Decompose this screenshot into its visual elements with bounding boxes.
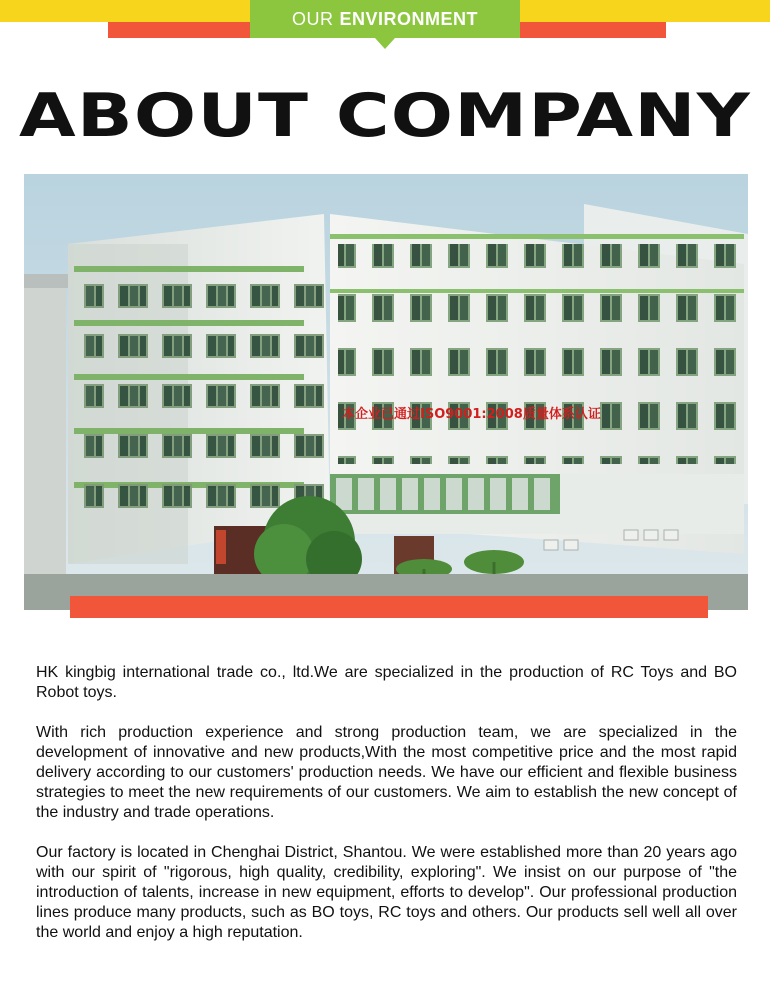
section-tag-arrow-icon: [375, 38, 395, 49]
paragraph-production: With rich production experience and strong production team, we are specialized in the development of innovative and new products,With the most competitive price and the most rapid delivery according to our customers' production needs. We have our efficient and flexible business strategies to meet the new requirements of our customers. We aim to establish the new concept of the industry and trade operations.: [36, 724, 737, 821]
banner-stripe-red-right: [520, 22, 770, 38]
paragraph-intro: HK kingbig international trade co., ltd.We are specialized in the production of RC Toys and BO Robot toys.: [36, 664, 737, 701]
header-banner: [0, 0, 770, 60]
section-tag-prefix: OUR: [291, 8, 334, 29]
section-tag-label: ENVIRONMENT: [339, 8, 478, 29]
photo-accent-bar: [70, 596, 708, 618]
building-sign-text: 本企业已通过ISO9001:2008质量体系认证: [342, 407, 601, 422]
banner-stripe-red-left: [0, 22, 250, 38]
factory-photo: [24, 174, 748, 610]
section-tag: [250, 0, 520, 38]
paragraph-factory: Our factory is located in Chenghai District, Shantou. We were established more than 20 years ago with our spirit of "rigorous, high quality, credibility, exploring". We insist on our purpose of "the introduction of talents, increase in new equipment, efforts to develop". Our professional production lines produce many products, such as BO toys, RC toys and others. Our products sell well all over the world and enjoy a high reputation.: [36, 844, 737, 941]
company-description: [36, 663, 737, 963]
banner-stripe-yellow-left: [0, 0, 250, 22]
page-title: ABOUT COMPANY: [18, 81, 752, 151]
banner-stripe-yellow-right: [520, 0, 770, 22]
